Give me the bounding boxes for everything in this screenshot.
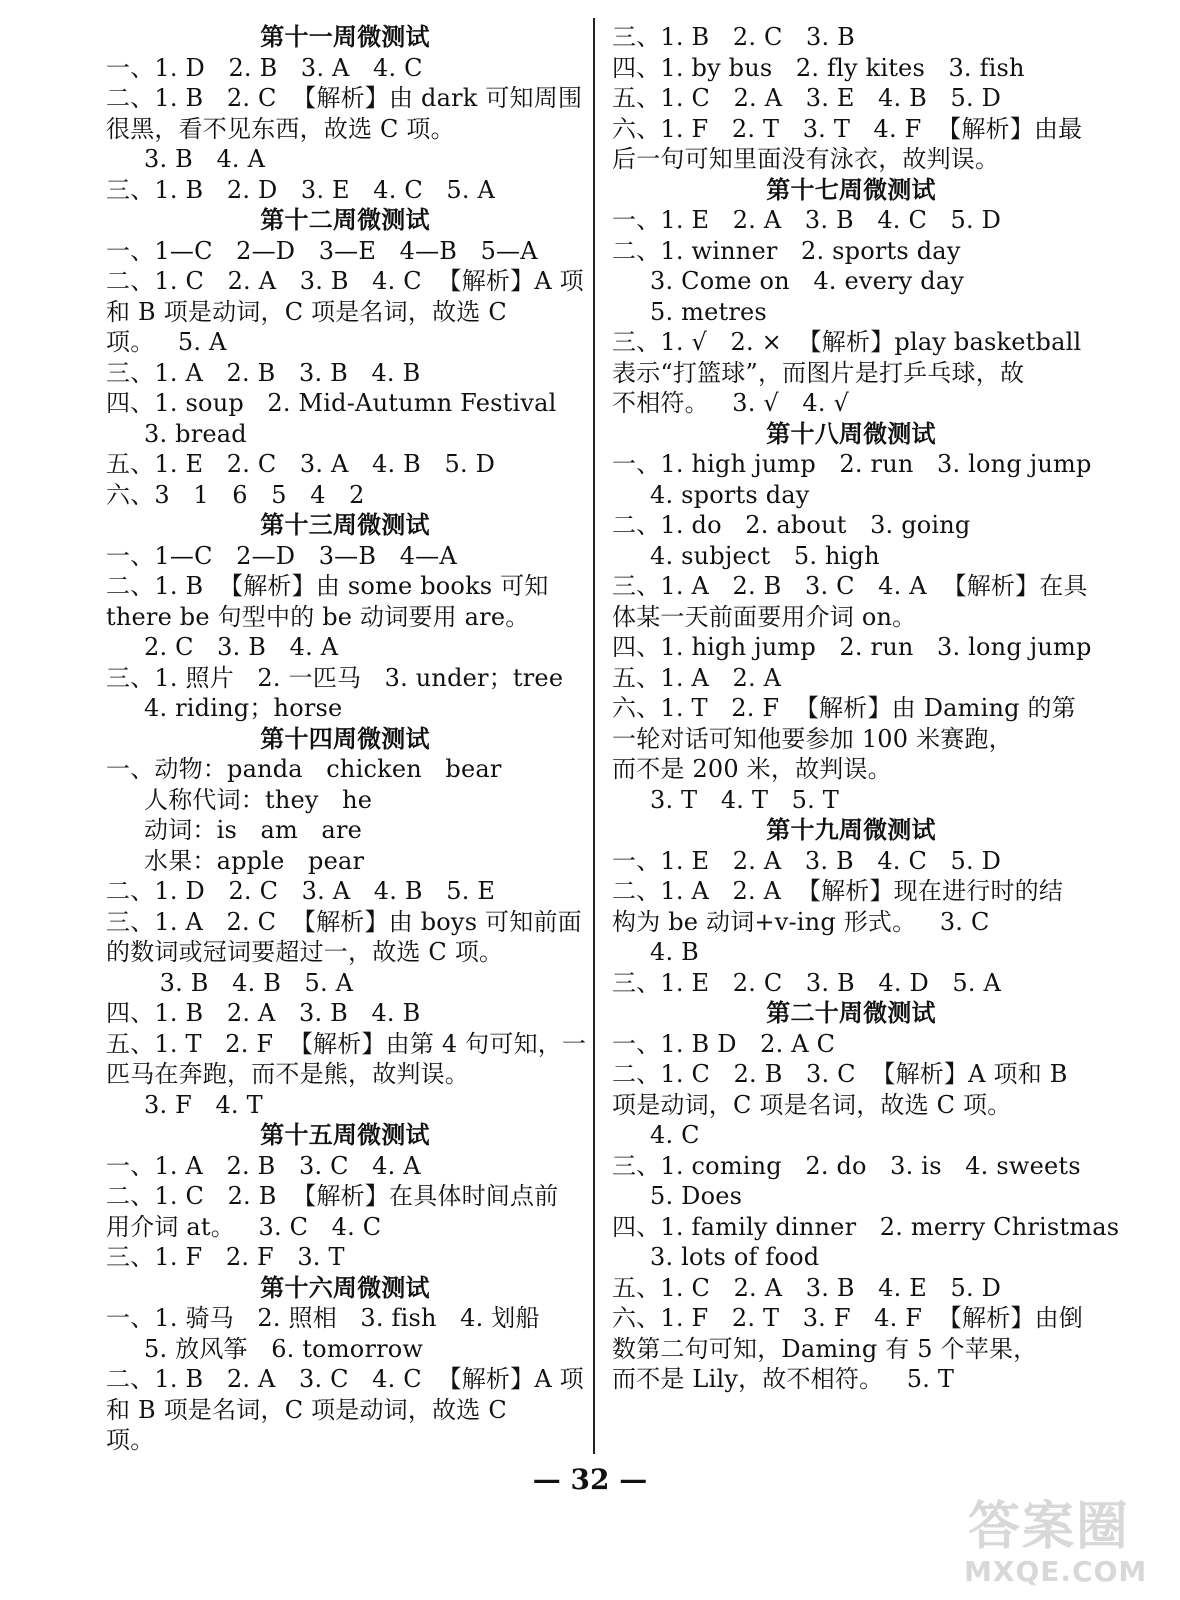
- page-number: — 32 —: [532, 1463, 648, 1496]
- answer-line: 体某一天前面要用介词 on。: [612, 602, 917, 631]
- answer-line: 二、1. C 2. B 【解析】在具体时间点前: [106, 1182, 559, 1210]
- answer-line: 4. sports day: [650, 480, 810, 509]
- answer-line: 而不是 200 米，故判误。: [612, 755, 892, 783]
- answer-line: 4. riding；horse: [144, 694, 343, 722]
- answer-line: 三、1. √ 2. × 【解析】play basketball: [612, 328, 1082, 356]
- section-title: 第二十周微测试: [766, 998, 936, 1027]
- answer-line: 六、1. F 2. T 3. T 4. F 【解析】由最: [612, 114, 1083, 143]
- answer-line: 一、1. B D 2. A C: [612, 1029, 836, 1058]
- section-title: 第十二周微测试: [260, 205, 430, 234]
- answer-line: 5. Does: [650, 1182, 743, 1210]
- answer-line: 4. C: [650, 1121, 700, 1149]
- answer-line: 3. bread: [144, 419, 247, 448]
- answer-line: 二、1. B 2. C 【解析】由 dark 可知周围: [106, 84, 583, 112]
- answer-line: 4. subject 5. high: [650, 541, 880, 570]
- answer-line: 二、1. D 2. C 3. A 4. B 5. E: [106, 877, 496, 905]
- answer-line: 二、1. winner 2. sports day: [612, 236, 961, 265]
- answer-line: 三、1. F 2. F 3. T: [106, 1243, 345, 1271]
- answer-line: 和 B 项是名词，C 项是动词，故选 C: [106, 1395, 507, 1424]
- answer-line: 二、1. C 2. A 3. B 4. C 【解析】A 项: [106, 267, 584, 295]
- answer-line: 3. Come on 4. every day: [650, 267, 965, 295]
- answer-line: 一、1. A 2. B 3. C 4. A: [106, 1151, 421, 1180]
- answer-column-left: [106, 22, 587, 1456]
- answer-line: 二、1. B 【解析】由 some books 可知: [106, 572, 549, 600]
- answer-line: 构为 be 动词+v-ing 形式。 3. C: [612, 907, 990, 936]
- answer-line: 六、3 1 6 5 4 2: [106, 480, 365, 509]
- answer-line: 六、1. F 2. T 3. F 4. F 【解析】由倒: [612, 1304, 1083, 1332]
- answer-line: 三、1. coming 2. do 3. is 4. sweets: [612, 1151, 1081, 1180]
- answer-line: 二、1. A 2. A 【解析】现在进行时的结: [612, 877, 1064, 905]
- answer-line: 3. B 4. B 5. A: [144, 968, 354, 997]
- answer-line: 五、1. A 2. A: [612, 663, 782, 692]
- answer-line: 动词：is am are: [144, 816, 363, 844]
- answer-line: 三、1. B 2. D 3. E 4. C 5. A: [106, 175, 496, 204]
- answer-line: 用介词 at。 3. C 4. C: [106, 1212, 382, 1241]
- answer-line: 2. C 3. B 4. A: [144, 633, 339, 661]
- answer-line: 五、1. C 2. A 3. B 4. E 5. D: [612, 1273, 1002, 1302]
- answer-line: 而不是 Lily，故不相符。 5. T: [612, 1365, 955, 1393]
- answer-line: 4. B: [650, 938, 699, 966]
- answer-line: 二、1. B 2. A 3. C 4. C 【解析】A 项: [106, 1365, 584, 1393]
- answer-line: 项。: [106, 1426, 155, 1454]
- answer-line: 一、1—C 2—D 3—E 4—B 5—A: [106, 236, 538, 265]
- answer-line: 3. lots of food: [650, 1243, 820, 1271]
- answer-line: 三、1. E 2. C 3. B 4. D 5. A: [612, 968, 1002, 997]
- answer-line: 四、1. family dinner 2. merry Christmas: [612, 1212, 1120, 1241]
- answer-line: 三、1. 照片 2. 一匹马 3. under；tree: [106, 663, 564, 692]
- answer-line: 六、1. T 2. F 【解析】由 Daming 的第: [612, 694, 1076, 722]
- answer-column-right: [612, 22, 1120, 1395]
- answer-line: 一、1. E 2. A 3. B 4. C 5. D: [612, 206, 1002, 234]
- answer-line: 二、1. do 2. about 3. going: [612, 511, 971, 539]
- answer-line: 不相符。 3. √ 4. √: [612, 389, 850, 417]
- answer-line: 3. B 4. A: [144, 145, 266, 173]
- answer-line: 四、1. soup 2. Mid-Autumn Festival: [106, 389, 557, 417]
- answer-line: 3. F 4. T: [144, 1090, 263, 1119]
- answer-line: 水果：apple pear: [144, 846, 365, 875]
- answer-line: 5. metres: [650, 297, 767, 326]
- section-title: 第十九周微测试: [766, 815, 936, 844]
- answer-line: 项是动词，C 项是名词，故选 C 项。: [612, 1090, 1012, 1119]
- answer-line: 五、1. E 2. C 3. A 4. B 5. D: [106, 450, 496, 478]
- answer-line: 3. T 4. T 5. T: [650, 785, 839, 814]
- section-title: 第十四周微测试: [260, 723, 430, 753]
- answer-line: 一、动物：panda chicken bear: [106, 755, 502, 783]
- answer-line: 四、1. by bus 2. fly kites 3. fish: [612, 53, 1025, 82]
- watermark-text-top: 答案圈: [968, 1497, 1131, 1557]
- answer-line: 三、1. A 2. B 3. C 4. A 【解析】在具: [612, 572, 1088, 600]
- section-title: 第十一周微测试: [260, 22, 430, 51]
- answer-line: 四、1. B 2. A 3. B 4. B: [106, 999, 421, 1027]
- answer-line: 四、1. high jump 2. run 3. long jump: [612, 633, 1092, 661]
- answer-line: 项。 5. A: [106, 328, 227, 356]
- watermark-text-bottom: MXQE.COM: [964, 1555, 1148, 1588]
- section-title: 第十三周微测试: [260, 510, 430, 539]
- section-title: 第十五周微测试: [260, 1120, 430, 1149]
- answer-line: 数第二句可知，Daming 有 5 个苹果，: [612, 1334, 1038, 1363]
- answer-line: 二、1. C 2. B 3. C 【解析】A 项和 B: [612, 1060, 1068, 1088]
- answer-line: 五、1. C 2. A 3. E 4. B 5. D: [612, 84, 1002, 112]
- answer-line: 一、1. E 2. A 3. B 4. C 5. D: [612, 846, 1002, 875]
- answer-line: 的数词或冠词要超过一，故选 C 项。: [106, 938, 504, 966]
- answer-line: 一、1. D 2. B 3. A 4. C: [106, 53, 423, 82]
- answer-line: 一、1. high jump 2. run 3. long jump: [612, 450, 1092, 478]
- answer-line: 三、1. A 2. C 【解析】由 boys 可知前面: [106, 907, 582, 936]
- answer-line: 后一句可知里面没有泳衣，故判误。: [612, 145, 1000, 173]
- answer-line: 三、1. A 2. B 3. B 4. B: [106, 358, 421, 387]
- answer-line: 人称代词：they he: [144, 785, 373, 814]
- answer-line: 三、1. B 2. C 3. B: [612, 23, 855, 51]
- answer-line: 一、1. 骑马 2. 照相 3. fish 4. 划船: [106, 1304, 540, 1332]
- answer-line: there be 句型中的 be 动词要用 are。: [106, 602, 530, 631]
- answer-line: 5. 放风筝 6. tomorrow: [144, 1334, 424, 1363]
- answer-line: 很黑，看不见东西，故选 C 项。: [106, 114, 455, 143]
- answer-line: 一、1—C 2—D 3—B 4—A: [106, 541, 457, 570]
- section-title: 第十七周微测试: [766, 174, 936, 204]
- answer-line: 五、1. T 2. F 【解析】由第 4 句可知，一: [106, 1029, 587, 1058]
- answer-line: 和 B 项是动词，C 项是名词，故选 C: [106, 297, 507, 326]
- answer-line: 匹马在奔跑，而不是熊，故判误。: [106, 1060, 469, 1088]
- section-title: 第十八周微测试: [766, 418, 936, 448]
- answer-line: 一轮对话可知他要参加 100 米赛跑，: [612, 724, 1013, 753]
- answer-line: 表示“打篮球”，而图片是打乒乓球，故: [612, 358, 1025, 387]
- section-title: 第十六周微测试: [260, 1272, 430, 1302]
- watermark-logo: [962, 1480, 1162, 1592]
- column-divider: [593, 18, 595, 1454]
